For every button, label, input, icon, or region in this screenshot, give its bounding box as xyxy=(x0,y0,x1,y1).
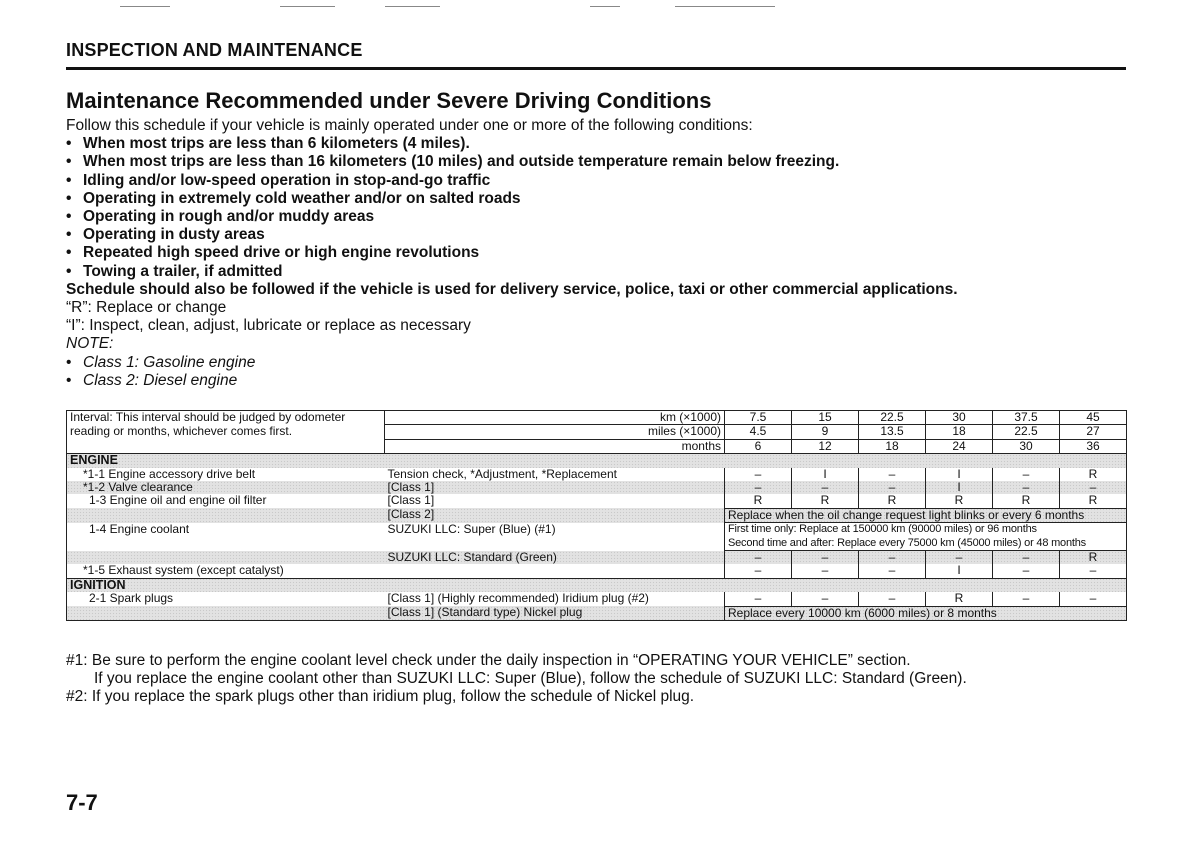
table-cell: 22.5 xyxy=(859,411,926,425)
list-item: • When most trips are less than 6 kilometers (4 miles). xyxy=(66,135,1146,153)
note-list xyxy=(66,354,1146,390)
table-cell: 12 xyxy=(792,439,859,453)
table-cell: I xyxy=(792,468,859,481)
table-cell: 37.5 xyxy=(993,411,1060,425)
table-cell: – xyxy=(859,551,926,565)
oil-change-instruction: Replace when the oil change request light blinks or every 6 months xyxy=(725,508,1127,522)
table-cell: – xyxy=(859,592,926,606)
item-desc: [Class 1] (Standard type) Nickel plug xyxy=(385,606,725,620)
table-cell: 22.5 xyxy=(993,425,1060,439)
table-cell: R xyxy=(926,592,993,606)
table-cell: – xyxy=(792,551,859,565)
table-cell: I xyxy=(926,564,993,578)
table-cell: R xyxy=(1060,494,1127,508)
table-cell: 45 xyxy=(1060,411,1127,425)
list-item: • Operating in dusty areas xyxy=(66,226,1146,244)
item-label: *1-2 Valve clearance xyxy=(67,481,385,494)
ignition-group-label: IGNITION xyxy=(67,578,1127,592)
table-cell: R xyxy=(926,494,993,508)
scan-marks xyxy=(110,6,810,10)
table-cell: – xyxy=(725,481,792,494)
item-desc: Tension check, *Adjustment, *Replacement xyxy=(385,468,725,481)
item-label: 2-1 Spark plugs xyxy=(67,592,385,606)
table-cell: – xyxy=(792,481,859,494)
note-label: NOTE: xyxy=(66,335,114,353)
table-cell: 30 xyxy=(993,439,1060,453)
table-cell: R xyxy=(792,494,859,508)
table-cell: – xyxy=(993,592,1060,606)
commercial-note: Schedule should also be followed if the vehicle is used for delivery service, police, taxi or other commercial applications. xyxy=(66,280,958,298)
table-cell: – xyxy=(1060,481,1127,494)
table-cell: I xyxy=(926,481,993,494)
item-label: *1-5 Exhaust system (except catalyst) xyxy=(67,564,725,578)
table-cell: R xyxy=(1060,468,1127,481)
group-row-ignition xyxy=(67,578,1127,592)
list-item: • When most trips are less than 16 kilometers (10 miles) and outside temperature remain below freezing. xyxy=(66,153,1146,171)
table-cell: – xyxy=(993,481,1060,494)
item-desc: SUZUKI LLC: Standard (Green) xyxy=(385,551,725,565)
table-cell: – xyxy=(792,592,859,606)
table-cell: – xyxy=(993,551,1060,565)
footnote-2: #2: If you replace the spark plugs other than iridium plug, follow the schedule of Nickel plug. xyxy=(66,688,695,706)
table-cell: – xyxy=(792,564,859,578)
section-header: INSPECTION AND MAINTENANCE xyxy=(66,40,1126,70)
table-row xyxy=(67,508,1127,522)
maintenance-schedule-table xyxy=(66,410,1127,621)
interval-note-line1: Interval: This interval should be judged by odometer xyxy=(67,411,385,425)
engine-group-label: ENGINE xyxy=(67,454,1127,468)
item-desc: [Class 2] xyxy=(385,508,725,522)
item-desc: SUZUKI LLC: Super (Blue) (#1) xyxy=(385,523,725,551)
intro-content xyxy=(66,117,1146,390)
table-cell: 30 xyxy=(926,411,993,425)
table-row xyxy=(67,564,1127,578)
list-item: • Idling and/or low-speed operation in stop-and-go traffic xyxy=(66,172,1146,190)
miles-label: miles (×1000) xyxy=(385,425,725,439)
list-item: • Class 2: Diesel engine xyxy=(66,372,1146,390)
table-row xyxy=(67,606,1127,620)
item-label: 1-3 Engine oil and engine oil filter xyxy=(67,494,385,508)
table-cell: 9 xyxy=(792,425,859,439)
table-cell: 36 xyxy=(1060,439,1127,453)
table-cell: 18 xyxy=(859,439,926,453)
note-block xyxy=(66,335,1146,390)
table-row xyxy=(67,494,1127,508)
footnote-1: #1: Be sure to perform the engine coolant level check under the daily inspection in “OPERATING YOUR VEHICLE” section. xyxy=(66,652,911,669)
item-desc: [Class 1] (Highly recommended) Iridium plug (#2) xyxy=(385,592,725,606)
table-cell: 13.5 xyxy=(859,425,926,439)
intro-text: Follow this schedule if your vehicle is mainly operated under one or more of the following conditions: xyxy=(66,117,753,134)
table-cell: 27 xyxy=(1060,425,1127,439)
coolant-instruction xyxy=(725,523,1127,551)
months-label: months xyxy=(385,439,725,453)
table-row xyxy=(67,523,1127,551)
table-cell: – xyxy=(859,564,926,578)
conditions-list xyxy=(66,135,1146,281)
table-cell: R xyxy=(859,494,926,508)
header-row-miles xyxy=(67,425,1127,439)
table-cell: I xyxy=(926,468,993,481)
table-cell: – xyxy=(725,592,792,606)
coolant-subsequent-replace: Second time and after: Replace every 75000 km (45000 miles) or 48 months xyxy=(728,536,1086,549)
page-title: Maintenance Recommended under Severe Driving Conditions xyxy=(66,88,712,113)
legend-i: “I”: Inspect, clean, adjust, lubricate or replace as necessary xyxy=(66,317,471,335)
footnote-1-continued: If you replace the engine coolant other than SUZUKI LLC: Super (Blue), follow the schedule of SUZUKI LLC: Standard (Green). xyxy=(94,670,967,688)
header-row-months xyxy=(67,439,1127,453)
legend-r: “R”: Replace or change xyxy=(66,299,227,317)
table-cell: – xyxy=(725,551,792,565)
coolant-first-replace: First time only: Replace at 150000 km (90000 miles) or 96 months xyxy=(728,523,1037,536)
table-cell: 18 xyxy=(926,425,993,439)
list-item: • Operating in rough and/or muddy areas xyxy=(66,208,1146,226)
item-label: *1-1 Engine accessory drive belt xyxy=(67,468,385,481)
table-row xyxy=(67,468,1127,481)
table-cell: – xyxy=(725,564,792,578)
table-row xyxy=(67,592,1127,606)
item-desc: [Class 1] xyxy=(385,494,725,508)
table-cell: 7.5 xyxy=(725,411,792,425)
table-cell: R xyxy=(993,494,1060,508)
list-item: • Operating in extremely cold weather and/or on salted roads xyxy=(66,190,1146,208)
table-cell: – xyxy=(993,468,1060,481)
table-cell: – xyxy=(993,564,1060,578)
table-cell: R xyxy=(1060,551,1127,565)
item-desc: [Class 1] xyxy=(385,481,725,494)
nickel-plug-instruction: Replace every 10000 km (6000 miles) or 8 months xyxy=(725,606,1127,620)
table-cell: – xyxy=(859,468,926,481)
header-row-km xyxy=(67,411,1127,425)
table-cell: – xyxy=(725,468,792,481)
table-cell: – xyxy=(926,551,993,565)
group-row-engine xyxy=(67,454,1127,468)
table-cell: 15 xyxy=(792,411,859,425)
table-row xyxy=(67,481,1127,494)
table-cell: 4.5 xyxy=(725,425,792,439)
page-number: 7-7 xyxy=(66,790,98,815)
table-cell: R xyxy=(725,494,792,508)
list-item: • Repeated high speed drive or high engine revolutions xyxy=(66,244,1146,262)
list-item: • Towing a trailer, if admitted xyxy=(66,263,1146,281)
table-cell: – xyxy=(1060,564,1127,578)
table-cell: 24 xyxy=(926,439,993,453)
km-label: km (×1000) xyxy=(385,411,725,425)
table-cell: – xyxy=(1060,592,1127,606)
table-row xyxy=(67,551,1127,565)
item-label: 1-4 Engine coolant xyxy=(67,523,385,551)
interval-note-line2: reading or months, whichever comes first. xyxy=(67,425,385,439)
footnotes xyxy=(66,652,1146,707)
list-item: • Class 1: Gasoline engine xyxy=(66,354,1146,372)
table-cell: 6 xyxy=(725,439,792,453)
table-cell: – xyxy=(859,481,926,494)
